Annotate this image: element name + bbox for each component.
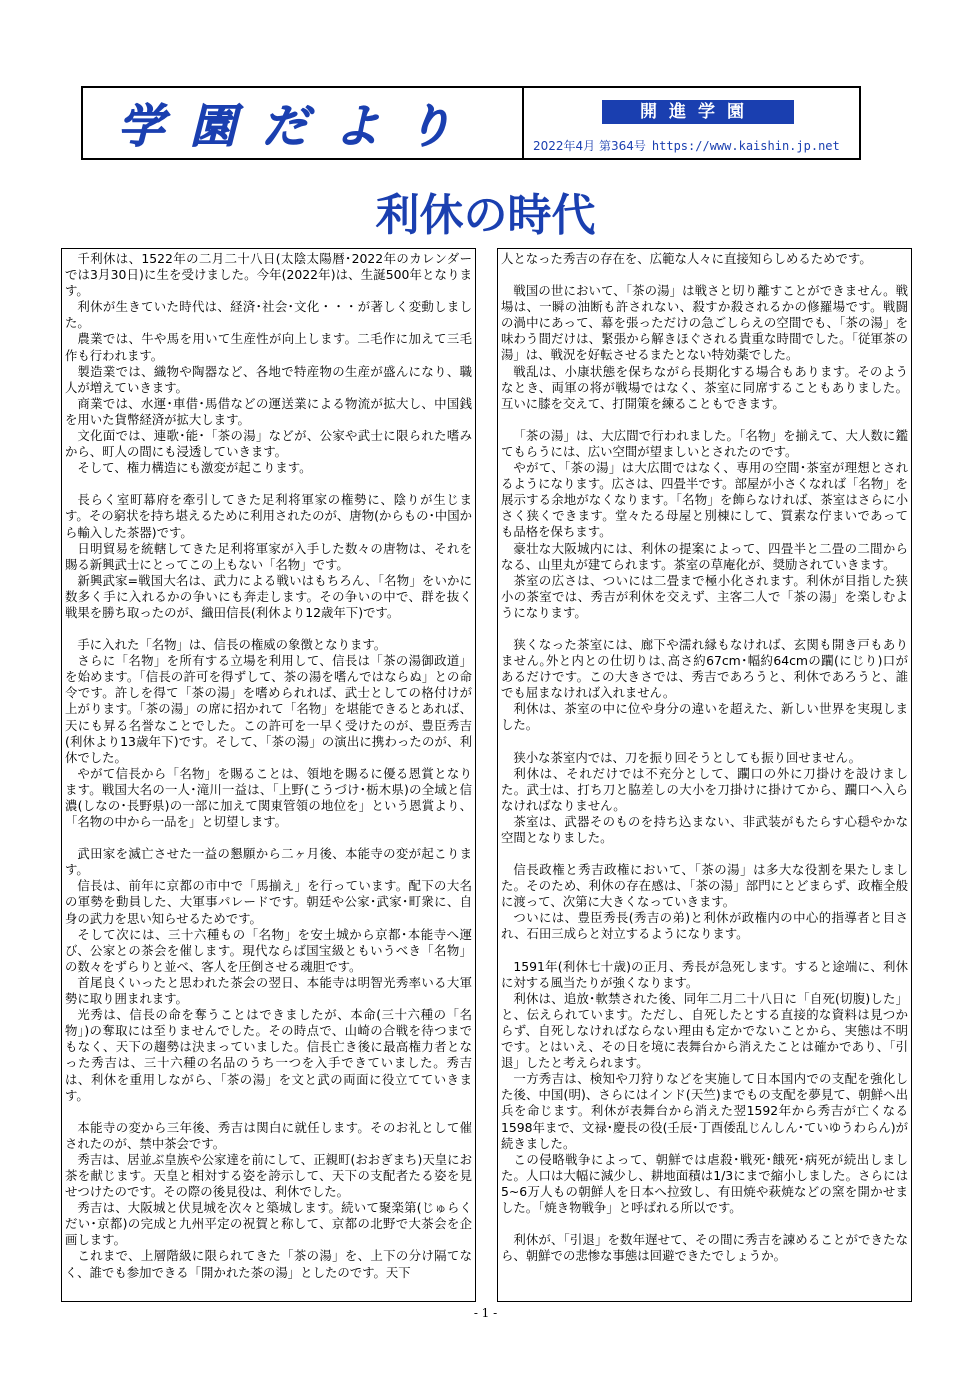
- paragraph: 首尾良くいったと思われた茶会の翌日、本能寺は明智光秀率いる大軍勢に取り囲まれます。: [65, 974, 472, 1007]
- paragraph: 茶室は、武器そのものを持ち込まない、非武装がもたらす心穏やかな空間となりました。: [501, 813, 908, 845]
- paragraph: 利休が、「引退」を数年遅せて、その間に秀吉を諫めることができたなら、朝鮮での悲惨な事態は回避できたでしょうか。: [501, 1232, 908, 1264]
- paragraph: 戦国の世において、「茶の湯」は戦さと切り離すことができません。戦場は、一瞬の油断も許されない、殺すか殺されるかの修羅場です。戦闘の渦中にあって、幕を張っただけの急ごしらえの空間でも、「茶の湯」を味わう間だけは、緊張から解きほぐされる貴重な時間でした。「従軍茶の湯」は、戦況を好転させるまたとない特効薬でした。: [501, 283, 908, 363]
- paragraph: 狭くなった茶室には、廊下や濡れ縁もなければ、玄関も開き戸もありません｡外と内との仕切りは､高さ約67cm･幅約64cmの躙(にじり)口があるだけです。この大きさでは、秀吉であろうと、利休であろうと、誰でも屈まなければ入れません。: [501, 636, 908, 701]
- paragraph: 本能寺の変から三年後、秀吉は関白に就任します。そのお礼として催されたのが、禁中茶会です。: [65, 1119, 472, 1151]
- paragraph: 新興武家=戦国大名は、武力による戦いはもちろん、「名物」をいかに数多く手に入れるかの争いにも奔走します。その争いの中で、群を抜く戦果を勝ち取ったのが、織田信長(利休より12歳年下)です。: [65, 572, 472, 620]
- paragraph: 人となった秀吉の存在を、広範な人々に直接知らしめるためです。: [501, 251, 872, 266]
- website-url[interactable]: https://www.kaishin.jp.net: [651, 139, 840, 153]
- masthead-divider: [522, 86, 524, 160]
- paragraph: やがて、「茶の湯」は大広間ではなく、専用の空間･茶室が理想とされるようになります。広さは、四畳半です。部屋が小さくなれば「名物」を展示する余地がなくなります。「名物」を飾らなければ、茶室はさらに小さく狭くできます。堂々たる母屋と別棟にして、質素な佇まいであっても品格を保ちます。: [501, 460, 908, 540]
- paragraph: 信長政権と秀吉政権において、「茶の湯」は多大な役割を果たしました。そのため、利休の存在感は、「茶の湯」部門にとどまらず、政権全般に渡って、次第に大きくなっていきます。: [501, 862, 908, 910]
- paragraph: 長らく室町幕府を牽引してきた足利将軍家の権勢に、陰りが生じます。その窮状を持ち堪えるために利用されたのが、唐物(からもの･中国から輸入した茶器)です。: [65, 492, 472, 540]
- paragraph: 製造業では、織物や陶器など、各地で特産物の生産が盛んになり、職人が増えていきます。: [65, 363, 472, 395]
- issue-number: 2022年4月 第364号: [533, 139, 646, 153]
- paragraph: 信長は、前年に京都の市中で「馬揃え」を行っています。配下の大名の軍勢を動員した、大軍事パレードです。朝廷や公家･武家･町衆に、自身の武力を思い知らせるためです。: [65, 878, 472, 926]
- issue-line: [533, 137, 853, 155]
- paragraph: 農業では、牛や馬を用いて生産性が向上します。二毛作に加えて三毛作も行われます。: [65, 331, 472, 363]
- paragraph: 秀吉は、大阪城と伏見城を次々と築城します。続いて聚楽第(じゅらくだい･京都)の完成と九州平定の祝賀と称して、京都の北野で大茶会を企画します。: [65, 1200, 472, 1248]
- paragraph: 狭小な茶室内では、刀を振り回そうとしても振り回せません。: [513, 749, 862, 765]
- paragraph: 光秀は、信長の命を奪うことはできましたが、本命(三十六種の「名物」)の奪取には至りませんでした。その時点で、山崎の合戦を待つまでもなく、天下の趨勢は決まっていました。信長亡き後に最高権力者となった秀吉は、三十六種の名品のうち一つを入手できていました。秀吉は、利休を重用しながら、「茶の湯」を文と武の両面に役立てていきます。: [65, 1007, 472, 1103]
- paragraph: 茶室の広さは、ついには二畳まで極小化されます。利休が目指した狭小の茶室では、秀吉が利休を交えず、主客二人で「茶の湯」を楽しむようになります。: [501, 572, 908, 620]
- paragraph: 戦乱は、小康状態を保ちながら長期化する場合もあります。そのようなとき、両軍の将が戦場ではなく、茶室に同席することもありました。互いに膝を交えて、打開策を練ることもできます。: [501, 363, 908, 411]
- paragraph: 手に入れた「名物」は、信長の権威の象徴となります。: [77, 637, 387, 653]
- paragraph: 一方秀吉は、検知や刀狩りなどを実施して日本国内での支配を強化した後、中国(明)、さらにはインド(天竺)までもの支配を夢見て、朝鮮へ出兵を命じます。利休が表舞台から消えた翌1592年から秀吉が亡くなる1598年まで、文禄･慶長の役(壬辰･丁酉倭乱じんしん･ていゆうわらん)が続きました。: [501, 1071, 908, 1151]
- page-number: - 1 -: [473, 1306, 498, 1320]
- paragraph: 武田家を滅亡させた一益の懇願から二ヶ月後、本能寺の変が起こります。: [65, 846, 472, 878]
- paragraph: 利休は、それだけでは不充分として、躙口の外に刀掛けを設けました。武士は、打ち刀と脇差しの大小を刀掛けに掛けてから、躙口へ入らなければなりません。: [501, 765, 908, 813]
- paragraph: これまで、上層階級に限られてきた「茶の湯」を、上下の分け隔てなく、誰でも参加できる「開かれた茶の湯」としたのです。天下: [65, 1248, 472, 1280]
- paragraph: 豪壮な大阪城内には、利休の提案によって、四畳半と二畳の二間からなる、山里丸が建てられます。茶室の草庵化が、奨励されていきます。: [501, 540, 908, 572]
- right-column: [497, 248, 912, 1302]
- paragraph: 文化面では、連歌･能･「茶の湯」などが、公家や武士に限られた嗜みから、町人の間にも浸透していきます。: [65, 428, 472, 460]
- paragraph: 利休は、追放･軟禁された後、同年二月二十八日に「自死(切腹)した」と、伝えられています。ただし、自死したとする直接的な資料は見つからず、自死しなければならない理由も定かでないことから、実態は不明です。とはいえ、その日を境に表舞台から消えたことは確かであり、「引退」したと考えられます。: [501, 990, 908, 1071]
- paragraph: やがて信長から「名物」を賜ることは、領地を賜るに優る恩賞となります。戦国大名の一人･滝川一益は、「上野(こうづけ･栃木県)の全域と信濃(しなの･長野県)の一部に加えて関東管領の地位を」という恩賞より、「名物の中から一品を」と切望します。: [65, 765, 472, 830]
- paragraph: この侵略戦争によって、朝鮮では虐殺･戦死･餓死･病死が続出しました。人口は大幅に減少し、耕地面積は1/3にまで縮小しました。さらには5~6万人もの朝鮮人を日本へ拉致し、有田焼や萩焼などの窯を開かせました。「焼き物戦争」と呼ばれる所以です。: [501, 1151, 908, 1215]
- school-name-badge: 開進学園: [602, 100, 794, 124]
- paragraph: ついには、豊臣秀長(秀吉の弟)と利休が政権内の中心的指導者と目され、石田三成らと対立するようになります。: [501, 910, 908, 942]
- paragraph: そして、権力構造にも激変が起こります。: [77, 460, 312, 476]
- paragraph: さらに「名物」を所有する立場を利用して、信長は「茶の湯御政道」を始めます。「信長の許可を得ずして、茶の湯を嗜んではならぬ」との命令です。許しを得て「茶の湯」を嗜められれば、武士としての格付けが上がります。「茶の湯」の席に招かれて「名物」を堪能できるとあれば、天にも昇る名誉なことでした。この許可を一早く受けたのが、豊臣秀吉(利休より13歳年下)です。そして、「茶の湯」の演出に携わったのが、利休でした。: [65, 653, 472, 765]
- paragraph: 1591年(利休七十歳)の正月、秀長が急死します。すると途端に、利休に対する風当たりが強くなります。: [501, 958, 908, 990]
- paragraph: 利休は、茶室の中に位や身分の違いを超えた、新しい世界を実現しました。: [501, 701, 908, 733]
- newsletter-masthead: 学園だより: [118, 99, 478, 153]
- paragraph: 千利休は、1522年の二月二十八日(太陰太陽暦･2022年のカレンダーでは3月30日)に生を受けました。今年(2022年)は、生誕500年となります。: [65, 251, 472, 299]
- paragraph: 利休が生きていた時代は、経済･社会･文化・・・が著しく変動しました。: [65, 299, 472, 331]
- paragraph: 秀吉は、居並ぶ皇族や公家達を前にして、正親町(おおぎまち)天皇にお茶を献じます。天皇と相対する姿を誇示して、天下の支配者たる姿を見せつけたのです。その際の後見役は、利休でした。: [65, 1151, 472, 1200]
- paragraph: 商業では、水運･車借･馬借などの運送業による物流が拡大し、中国銭を用いた貨幣経済が拡大します。: [65, 395, 472, 427]
- paragraph: 「茶の湯」は、大広間で行われました。「名物」を揃えて、大人数に鑑てもらうには、広い空間が望ましいとされたのです。: [501, 427, 908, 459]
- left-column: [61, 248, 476, 1302]
- article-title: 利休の時代: [375, 190, 596, 241]
- paragraph: 日明貿易を統轄してきた足利将軍家が入手した数々の唐物は、それを賜る新興武士にとってこの上もない「名物」です。: [65, 540, 472, 572]
- paragraph: そして次には、三十六種もの「名物」を安土城から京都･本能寺へ運び、公家との茶会を催します。現代ならば国宝級ともいうべき「名物」の数々をずらりと並べ、客人を圧倒させる魂胆です。: [65, 926, 472, 974]
